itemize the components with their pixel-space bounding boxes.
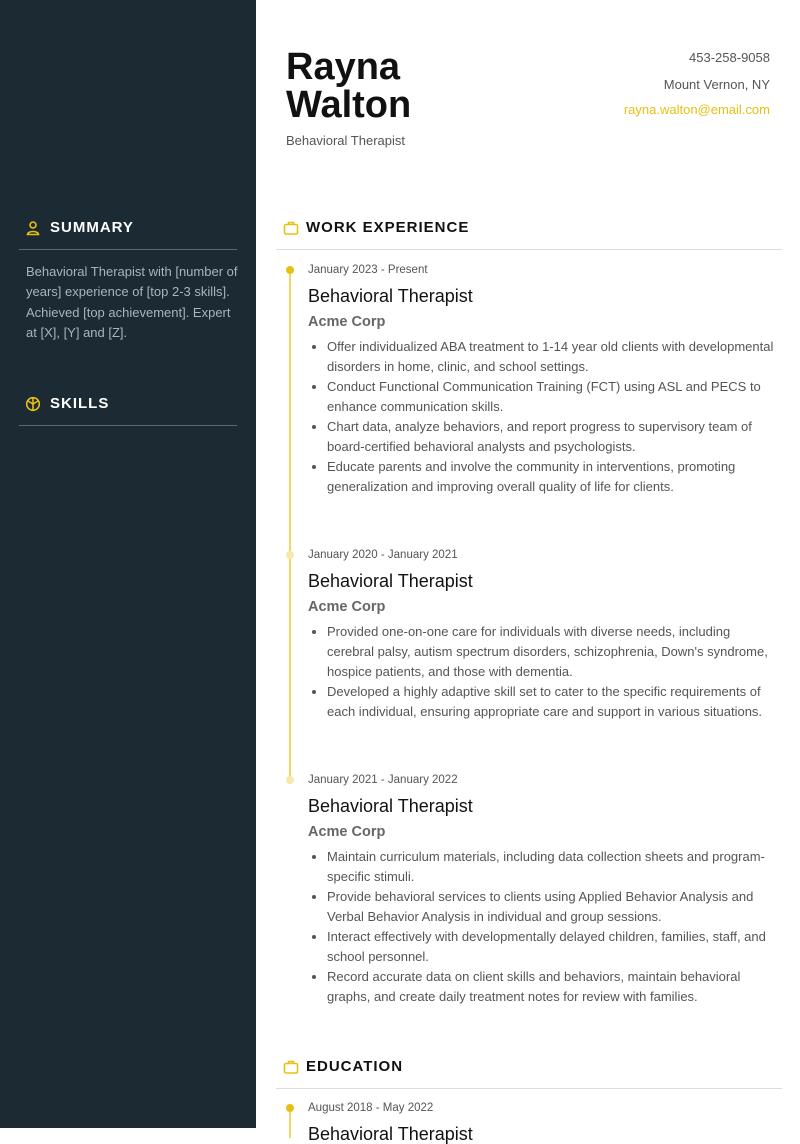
sidebar: [0, 0, 256, 1128]
job-bullets: [308, 847, 778, 1007]
first-name: Rayna: [286, 46, 401, 88]
timeline-dot: [286, 266, 294, 274]
job-entry: [308, 263, 778, 497]
job-bullet: • Developed a highly adaptive skill set to cater to the specific requirements of each individual, ensuring appropriate care and support in various situations.: [327, 682, 778, 722]
education-timeline: [289, 1108, 291, 1138]
job-dates: January 2021 - January 2022: [308, 774, 458, 786]
candidate-name: [286, 48, 411, 124]
timeline-dot: [286, 776, 294, 784]
job-bullet: • Conduct Functional Communication Training (FCT) using ASL and PECS to enhance communication skills.: [327, 377, 778, 417]
summary-text: Behavioral Therapist with [number of years] experience of [top 2-3 skills]. Achieved [top achievement]. Expert at [X], [Y] and [Z].: [26, 264, 238, 341]
skills-heading-label: SKILLS: [50, 395, 110, 412]
work-experience-heading: [276, 220, 782, 250]
email-link[interactable]: rayna.walton@email.com: [623, 102, 770, 117]
job-role: Behavioral Therapist: [308, 571, 473, 591]
education-label: EDUCATION: [306, 1058, 404, 1075]
user-icon: [25, 220, 41, 236]
job-bullet: • Maintain curriculum materials, including data collection sheets and program-specific stimuli.: [327, 847, 778, 887]
job-dates: January 2020 - January 2021: [308, 549, 458, 561]
skills-heading: [19, 396, 237, 426]
job-dates: January 2023 - Present: [308, 264, 428, 276]
timeline-dot: [286, 551, 294, 559]
work-timeline: [289, 270, 291, 780]
job-bullet: • Provide behavioral services to clients using Applied Behavior Analysis and Verbal Behavior Analysis in individual and group sessions.: [327, 887, 778, 927]
education-heading: [276, 1059, 782, 1089]
candidate-title: Behavioral Therapist: [286, 133, 405, 148]
job-company: Acme Corp: [308, 314, 386, 330]
location: Mount Vernon, NY: [663, 77, 770, 92]
main-content: [256, 0, 800, 1144]
briefcase-icon: [283, 1059, 299, 1075]
skills-icon: [25, 396, 41, 412]
work-experience-label: WORK EXPERIENCE: [306, 219, 470, 236]
education-degree: Behavioral Therapist: [308, 1124, 473, 1144]
job-bullets: [308, 622, 778, 722]
summary-heading: [19, 220, 237, 250]
job-bullet: • Offer individualized ABA treatment to 1-14 year old clients with developmental disorders in home, clinic, and school settings.: [327, 337, 778, 377]
job-bullet: • Provided one-on-one care for individuals with diverse needs, including cerebral palsy, autism spectrum disorders, schizophrenia, Down's syndrome, hospice patients, and those with dementia.: [327, 622, 778, 682]
job-role: Behavioral Therapist: [308, 286, 473, 306]
job-bullet: • Record accurate data on client skills and behaviors, maintain behavioral graphs, and create daily treatment notes for review with families.: [327, 967, 778, 1007]
job-entry: [308, 548, 778, 722]
job-bullets: [308, 337, 778, 497]
job-bullet: • Educate parents and involve the community in interventions, promoting generalization and improving overall quality of life for clients.: [327, 457, 778, 497]
job-bullet: • Interact effectively with developmentally delayed children, families, staff, and school personnel.: [327, 927, 778, 967]
phone: 453-258-9058: [689, 50, 770, 65]
job-bullet: • Chart data, analyze behaviors, and report progress to supervisory team of board-certified behavioral analysts and psychologists.: [327, 417, 778, 457]
job-role: Behavioral Therapist: [308, 796, 473, 816]
education-dates: August 2018 - May 2022: [308, 1102, 434, 1114]
briefcase-icon: [283, 220, 299, 236]
timeline-dot: [286, 1104, 294, 1112]
job-company: Acme Corp: [308, 599, 386, 615]
job-company: Acme Corp: [308, 824, 386, 840]
education-entry: [308, 1101, 778, 1144]
job-entry: [308, 773, 778, 1007]
summary-heading-label: SUMMARY: [50, 219, 134, 236]
last-name: Walton: [286, 84, 412, 126]
